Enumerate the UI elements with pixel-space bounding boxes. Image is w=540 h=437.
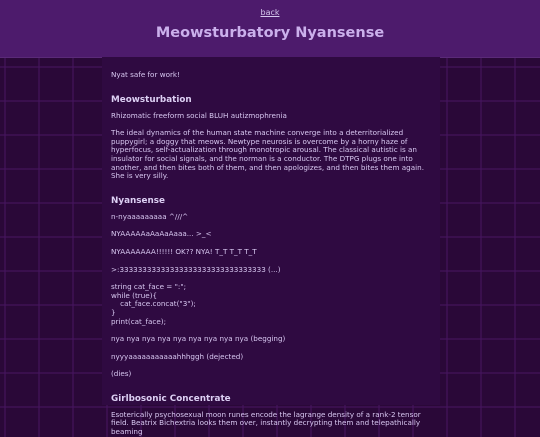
nyansense-line: >:33333333333333333333333333333333 (...) (111, 264, 281, 274)
section-heading-nyansense: Nyansense (111, 195, 165, 206)
back-link[interactable]: back (260, 8, 280, 17)
section-paragraph: Esoterically psychosexual moon runes encode the lagrange density of a rank-2 tensor field. Beatrix Bichextria looks them over, instantly decrypting them and telepathically beaming (111, 409, 421, 437)
section-paragraph: The ideal dynamics of the human state machine converge into a deterritorialized puppygirl; a doggy that meows. Newtype neurosis is overcome by a horny haze of hyperfocus, self-actualization through monotropic arousal. The classical autistic is an insulator for social signals, and the norman is a conductor. The DTPG plugs one into another, and then bites both of them, and then apologizes, and then bites them again. She is very silly. (111, 128, 424, 181)
nyansense-line: nya nya nya nya nya nya nya nya nya (begging) (111, 334, 286, 344)
intro-text: Nyat safe for work! (111, 70, 180, 79)
main-content (102, 57, 440, 437)
site-header (0, 0, 540, 58)
nyansense-line: (dies) (111, 369, 132, 379)
section-heading-meowsturbation: Meowsturbation (111, 94, 192, 105)
section-heading-girlbosonic: Girlbosonic Concentrate (111, 393, 231, 404)
section-subtitle: Rhizomatic freeform social BLUH autizmophrenia (111, 110, 287, 120)
page-title: Meowsturbatory Nyansense (155, 25, 385, 41)
code-block: string cat_face = ":"; while (true){ cat_face.concat("3"); } print(cat_face); (111, 282, 196, 326)
nyansense-line: nyyyaaaaaaaaaaahhhggh (dejected) (111, 351, 244, 361)
nyansense-line: NYAAAAAaAaAaAaaa... >_< (111, 229, 212, 239)
nyansense-line: n-nyaaaaaaaaa ^///^ (111, 211, 189, 221)
nyansense-line: NYAAAAAAA!!!!!! OK?? NYA! T_T T_T T_T (111, 246, 257, 256)
